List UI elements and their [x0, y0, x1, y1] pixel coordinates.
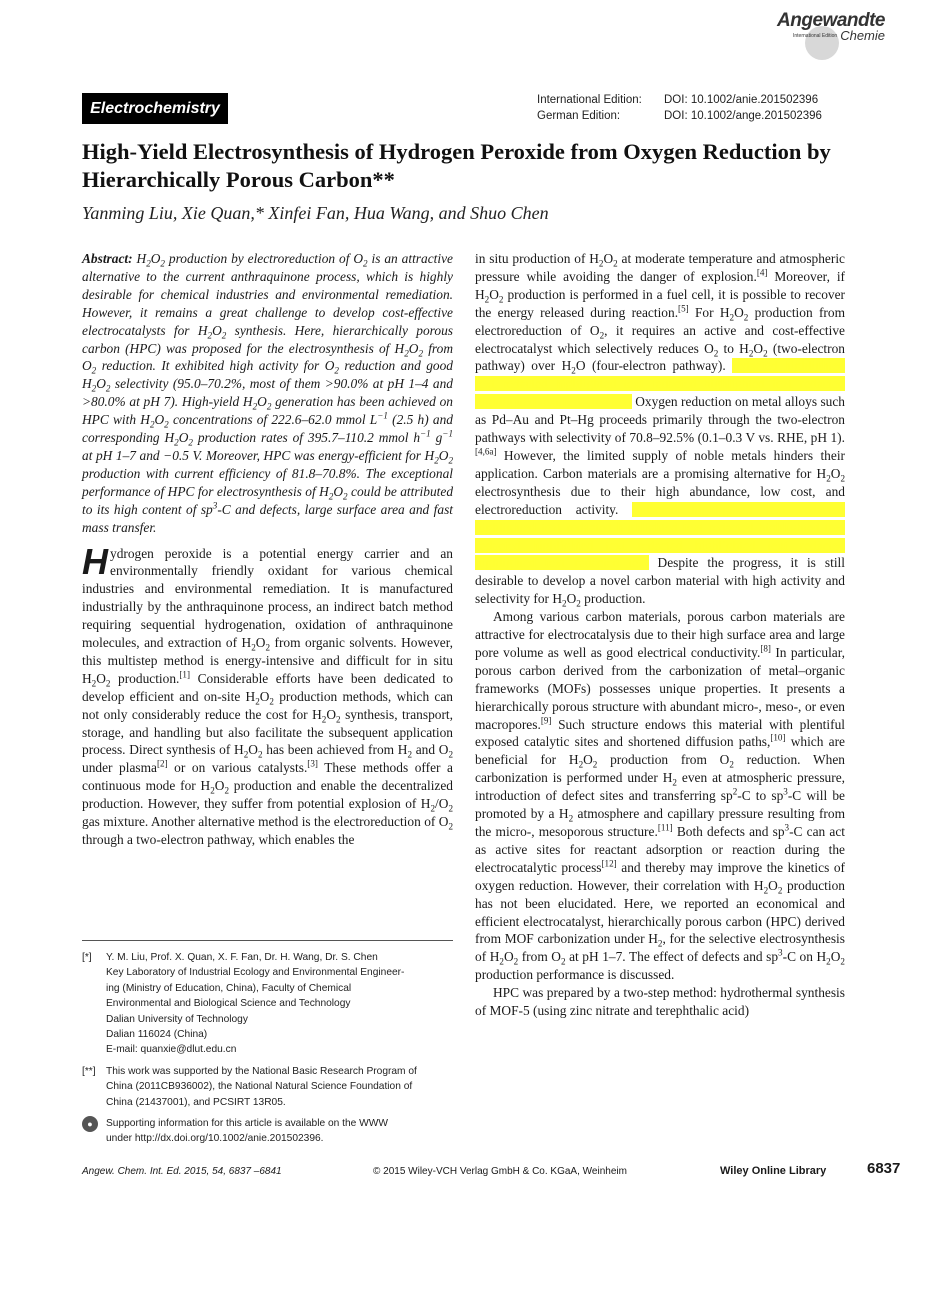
- address-line: Key Laboratory of Industrial Ecology and Environmental Engineer-: [106, 967, 405, 979]
- address-line: Dalian 116024 (China): [106, 1029, 208, 1041]
- si-link[interactable]: under http://dx.doi.org/10.1002/anie.201502396.: [106, 1133, 324, 1145]
- footer-copyright: © 2015 Wiley-VCH Verlag GmbH & Co. KGaA, Weinheim: [373, 1166, 627, 1177]
- footnote-mark: [**]: [82, 1065, 96, 1077]
- paragraph-continued: in situ production of $H_2O_2$ at moderate temperature and atmospheric pressure while avoiding the danger of explosion.[4] Moreover, if $H_2O_2$ production is performed in a fuel cell, it is possible to recover the energy released during reaction.[5] For $H_2O_2$ production from electroreduction of $O_2$, it requires an active and cost-effective electrocatalyst which selectively reduces $O_2$ to $H_2O_2$ (two-electron pathway) over $H_2O$ (four-electron pathway). redacted highlighted text redacted highlighted text redacted highlighted text redacted highlighted text redacted text Oxygen reduction on metal alloys such as Pd–Au and Pt–Hg proceeds primarily through the two-electron pathways with selectivity of 70.8–92.5% (0.1–0.3 V vs. RHE, pH 1).[4,6a] However, the limited supply of noble metals hinders their application. Carbon materials are a promising alternative for $H_2O_2$ electrosynthesis due to their high abundance, low cost, and electroreduction activity. redacted highlighted text redacted highlighted text redacted highlighted text redacted highlighted text redacted highlighted text redacted highlighted text redacted highlighted text redacted text Despite the progress, it is still desirable to develop a novel carbon material with high activity and selectivity for $H_2O_2$ production.: [475, 251, 846, 609]
- email-link[interactable]: E-mail: quanxie@dlut.edu.cn: [106, 1044, 237, 1056]
- address-line: Dalian University of Technology: [106, 1013, 248, 1025]
- doi-german[interactable]: DOI: 10.1002/ange.201502396: [664, 110, 822, 122]
- page-number: 6837: [867, 1160, 901, 1177]
- footnote-mark: [*]: [82, 952, 92, 963]
- logo-edition: International Edition: [793, 32, 838, 39]
- footnotes: [82, 950, 457, 1153]
- abstract: Abstract: $H_2O_2$ production by electroreduction of $O_2$ is an attractive alternative to the current anthraquinone process, which is highly desirable for chemical industries and environmental remediation. However, it remains a great challenge to develop cost-effective electrocatalysts for $H_2O_2$ synthesis. Here, hierarchically porous carbon (HPC) was proposed for the electrosynthesis of $H_2O_2$ from $O_2$ reduction. It exhibited high activity for $O_2$ reduction and good $H_2O_2$ selectivity (95.0–70.2%, most of them >90.0% at pH 1–4 and >80.0% at pH 7). High-yield $H_2O_2$ generation has been achieved on HPC with $H_2O_2$ concentrations of 222.6–62.0 mmol $L^{-1}$ (2.5 h) and corresponding $H_2O_2$ production rates of 395.7–110.2 mmol $h^{-1}$ $g^{-1}$ at pH 1–7 and −0.5 V. Moreover, HPC was energy-efficient for $H_2O_2$ production with current efficiency of 81.8–70.8%. The exceptional performance of HPC for electrosynthesis of $H_2O_2$ could be attributed to its high content of $sp^3-C$ and defects, large surface area and fast mass transfer.: [82, 251, 454, 535]
- journal-logo: [777, 10, 885, 43]
- paragraph-porous: Among various carbon materials, porous carbon materials are attractive for electrocatalysis due to their high surface area and large pore volume as well as good electrical conductivity.[8] In particular, porous carbon derived from the carbonization of metal–organic frameworks (MOFs) possesses unique properties. It presents a hierarchically porous structure with abundant micro-, meso-, or even macropores.[9] Such structure endows this material with plentiful exposed catalytic sites and shortened diffusion paths,[10] which are beneficial for $H_2O_2$ production from $O_2$ reduction. When carbonization is performed under $H_2$ even at atmospheric pressure, introduction of defect sites and transferring $sp^2-C$ to $sp^3-C$ will be promoted by a $H_2$ atmosphere and capillary pressure resulting from the micro-, mesoporous structure.[11] Both defects and $sp^3-C$ can act as active sites for reactant adsorption or reaction during the electrocatalytic process[12] and thereby may improve the kinetics of oxygen reduction. However, their correlation with $H_2O_2$ production has not been elucidated. Here, we reported an economical and efficient electrocatalyst, hierarchically porous carbon (HPC) derived from MOF carbonization under $H_2$, for the selective electrosynthesis of $H_2O_2$ from $O_2$ at pH 1–7. The effect of defects and $sp^3-C$ on $H_2O_2$ production performance is discussed.: [475, 609, 846, 983]
- funding-line: China (21437001), and PCSIRT 13R05.: [106, 1096, 286, 1108]
- intro-paragraph: Hydrogen peroxide is a potential energy carrier and an environmentally friendly oxidant for various chemical industries and environmental remediation. It is manufactured industrially by the anthraquinone process, an indirect batch method requiring sequential hydrogenation, oxidation of anthraquinone molecules, and extraction of $H_2O_2$ from organic solvents. However, this multistep method is energy-intensive and difficult for in situ $H_2O_2$ production.[1] Considerable efforts have been dedicated to develop efficient and on-site $H_2O_2$ production methods, which can not only considerably reduce the cost for $H_2O_2$ synthesis, transport, storage, and handling but also facilitate the subsequent application process. Direct synthesis of $H_2O_2$ has been achieved from $H_2$ and $O_2$ under plasma[2] or on various catalysts.[3] These methods offer a continuous mode for $H_2O_2$ production and enable the decentralized production. However, they suffer from potential explosion of $H_2/O_2$ gas mixture. Another alternative method is the electroreduction of $O_2$ through a two-electron pathway, which enables the: [82, 540, 454, 847]
- authors: Yanming Liu, Xie Quan,* Xinfei Fan, Hua Wang, and Shuo Chen: [82, 203, 549, 223]
- footnote-funding: [82, 1064, 457, 1110]
- paragraph-hpc: HPC was prepared by a two-step method: hydrothermal synthesis of MOF-5 (using zinc nitrate and terephthalic acid): [475, 985, 845, 1019]
- abstract-label: Abstract:: [82, 251, 133, 266]
- logo-sub: Chemie: [840, 28, 885, 43]
- section-tag: Electrochemistry: [82, 93, 228, 124]
- dropcap: H: [82, 540, 108, 582]
- doi-german-label: German Edition:: [537, 110, 621, 122]
- funding-line: China (2011CB936002), the National Natural Science Foundation of: [106, 1081, 413, 1093]
- doi-intl-label: International Edition:: [537, 94, 642, 106]
- supporting-info-icon: ●: [82, 1116, 98, 1132]
- article-title: High-Yield Electrosynthesis of Hydrogen Peroxide from Oxygen Reduction by Hierarchically Porous Carbon**: [82, 139, 831, 192]
- address-line: Environmental and Biological Science and Technology: [106, 998, 351, 1010]
- si-line: Supporting information for this article is available on the WWW: [106, 1118, 388, 1130]
- footnote-supporting-info: [82, 1116, 457, 1147]
- address-line: Y. M. Liu, Prof. X. Quan, X. F. Fan, Dr. H. Wang, Dr. S. Chen: [106, 952, 378, 963]
- footer-library[interactable]: Wiley Online Library: [720, 1165, 827, 1177]
- right-column: [475, 250, 845, 1020]
- logo-title: Angewandte: [777, 10, 885, 31]
- footer-journal: Angew. Chem. Int. Ed. 2015, 54, 6837 –6841: [82, 1166, 282, 1177]
- highlight-redacted-2: redacted highlighted text redacted highlighted text redacted highlighted text redacted highlighted text redacted highlighted text redacted highlighted text redacted highlighted text redacted text: [475, 501, 846, 571]
- footnote-rule: [82, 940, 453, 941]
- doi-block: [537, 92, 822, 124]
- funding-line: This work was supported by the National Basic Research Program of: [106, 1065, 417, 1077]
- highlight-redacted-1: redacted highlighted text redacted highlighted text redacted highlighted text redacted highlighted text redacted text: [475, 358, 845, 410]
- left-column: [82, 250, 453, 849]
- address-line: ing (Ministry of Education, China), Faculty of Chemical: [106, 982, 352, 994]
- footnote-address: [82, 950, 457, 1058]
- doi-intl[interactable]: DOI: 10.1002/anie.201502396: [664, 94, 819, 106]
